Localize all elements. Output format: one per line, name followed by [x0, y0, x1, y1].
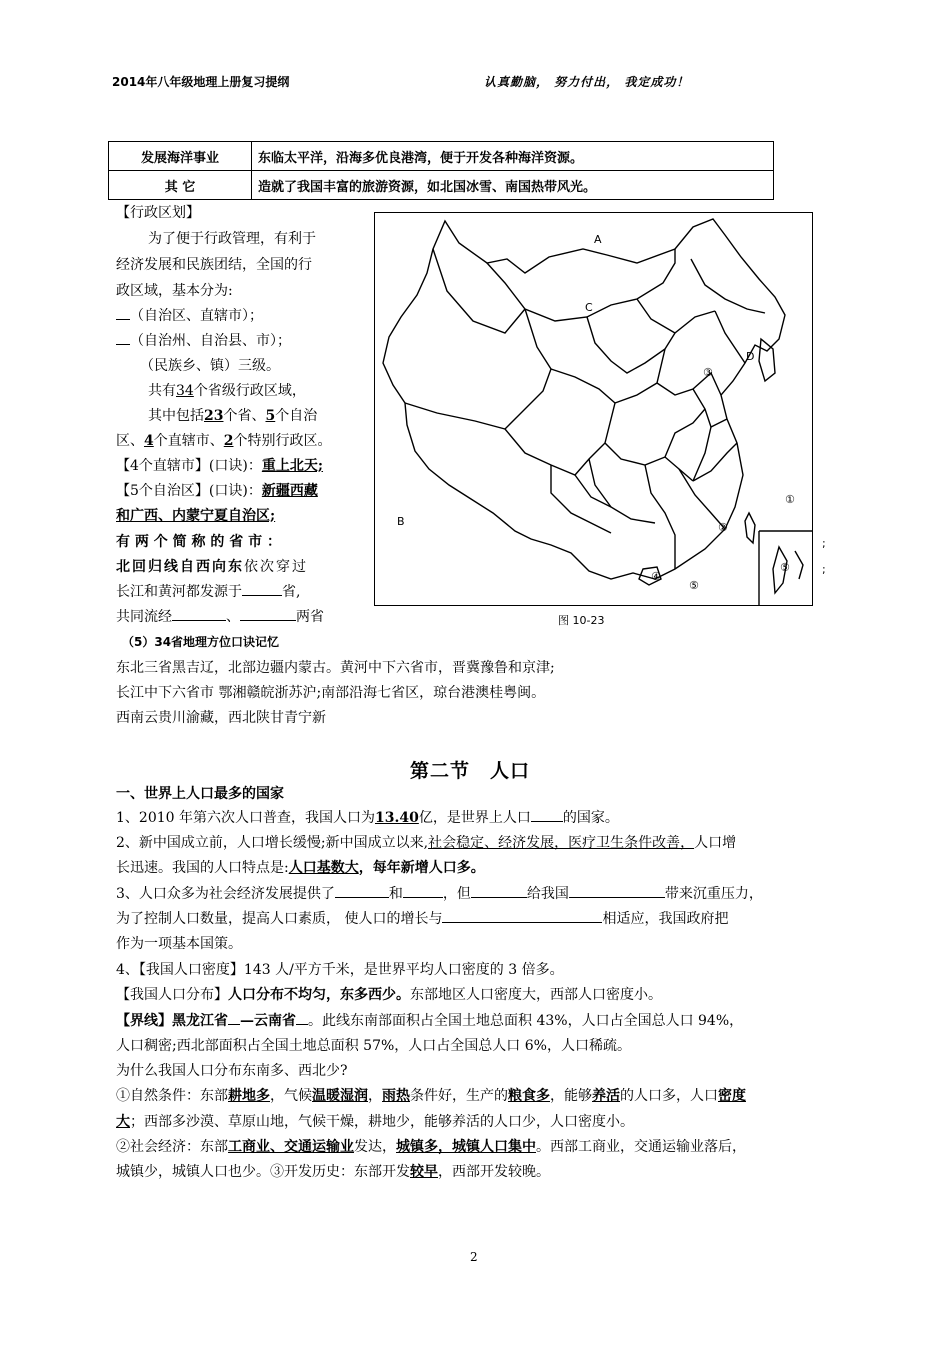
table-cell-label: 发展海洋事业	[109, 142, 252, 171]
para-natural-2: 大；西部多沙漠、草原山地，气候干燥，耕地少，能够养活的人口少，人口密度小。	[116, 1114, 634, 1130]
map-label-5: ⑤	[689, 579, 699, 592]
admin-level-3: （民族乡、镇）三级。	[140, 358, 280, 374]
map-label-d: D	[746, 350, 755, 363]
map-label-2: ②	[718, 521, 728, 534]
table-cell-text: 造就了我国丰富的旅游资源，如北国冰雪、南国热带风光。	[252, 171, 774, 200]
mnemonic-heading: （5）34省地理方位口诀记忆	[122, 635, 280, 649]
region-mnemonic-2: 和广西、内蒙宁夏自治区;	[116, 508, 276, 524]
map-label-a: A	[594, 233, 602, 246]
para-growth-2: 长迅速。我国的人口特点是:人口基数大，每年新增人口多。	[116, 860, 485, 876]
doc-header-title: 2014年八年级地理上册复习提纲	[112, 75, 290, 89]
map-label-c: C	[585, 301, 593, 314]
map-side-mark: ;	[822, 563, 826, 576]
municipality-mnemonic: 【4个直辖市】(口诀)：重上北天;	[116, 458, 324, 474]
section-heading: 一、世界上人口最多的国家	[116, 786, 284, 802]
admin-count-line: 共有34个省级行政区域，	[148, 383, 306, 399]
para-pressure: 3、人口众多为社会经济发展提供了 和 ，但 给我国 带来沉重压力，	[116, 882, 763, 907]
admin-text: 为了便于行政管理，有利于	[148, 231, 316, 247]
map-label-3: ③	[703, 366, 713, 379]
para-pressure-3: 作为一项基本国策。	[116, 936, 242, 952]
para-social: ②社会经济：东部工商业、交通运输业发达，城镇多，城镇人口集中。西部工商业，交通运输业落后，	[116, 1139, 746, 1155]
admin-text: 政区域，基本分为:	[116, 283, 233, 299]
page-number: 2	[470, 1250, 478, 1264]
section-title: 第二节 人口	[410, 760, 531, 782]
map-caption: 图 10-23	[558, 614, 605, 627]
para-census: 1、2010 年第六次人口普查，我国人口为13.40亿，是世界上人口 的国家。	[116, 806, 619, 831]
river-question: 长江和黄河都发源于 省,	[116, 580, 300, 605]
para-boundary-2: 人口稠密;西北部面积占全国土地总面积 57%，人口占全国总人口 6%，人口稀疏。	[116, 1038, 631, 1054]
table-row	[109, 142, 774, 171]
map-label-b: B	[397, 515, 405, 528]
mnemonic-line: 东北三省黑吉辽，北部边疆内蒙古。黄河中下六省市，晋冀豫鲁和京津;	[116, 660, 555, 676]
para-pressure-2: 为了控制人口数量，提高人口素质， 使人口的增长与 相适应，我国政府把	[116, 907, 728, 932]
para-boundary: 【界线】黑龙江省 —云南省 。此线东南部面积占全国土地总面积 43%，人口占全国总人口 94%，	[116, 1009, 743, 1034]
mnemonic-line: 长江中下六省市 鄂湘赣皖浙苏沪;南部沿海七省区，琼台港澳桂粤闽。	[116, 685, 546, 701]
para-question: 为什么我国人口分布东南多、西北少?	[116, 1063, 348, 1079]
admin-text: 经济发展和民族团结，全国的行	[116, 257, 312, 273]
doc-header-motto: 认真勤脑， 努力付出， 我定成功！	[484, 75, 690, 89]
map-label-1: ①	[785, 493, 795, 506]
mnemonic-line: 西南云贵川渝藏，西北陕甘青宁新	[116, 710, 326, 726]
region-mnemonic: 【5个自治区】(口诀)：新疆西藏	[116, 483, 318, 499]
river-question-2: 共同流经 、 两省	[116, 605, 324, 630]
admin-level-1: （自治区、直辖市）；	[116, 304, 263, 329]
tropic-line: 北回归线自西向东依次穿过	[116, 559, 308, 575]
china-map	[374, 212, 813, 606]
admin-level-2: （自治州、自治县、市）；	[116, 329, 291, 354]
map-label-4: ④	[651, 570, 661, 583]
map-side-mark: ;	[822, 537, 826, 550]
summary-table	[108, 141, 774, 200]
map-outline	[375, 213, 812, 605]
table-row	[109, 171, 774, 200]
para-natural: ①自然条件：东部耕地多，气候温暖湿润，雨热条件好，生产的粮食多，能够养活的人口多，人口密度	[116, 1088, 746, 1104]
table-cell-text: 东临太平洋，沿海多优良港湾，便于开发各种海洋资源。	[252, 142, 774, 171]
table-cell-label: 其 它	[109, 171, 252, 200]
admin-count-line: 其中包括23个省、5个自治	[148, 408, 318, 424]
abbrev-question: 有 两 个 简 称 的 省 市 ：	[116, 534, 281, 550]
para-growth: 2、新中国成立前，人口增长缓慢;新中国成立以来,社会稳定、经济发展，医疗卫生条件改善，人口增	[116, 835, 737, 851]
para-history: 城镇少，城镇人口也少。③开发历史：东部开发较早，西部开发较晚。	[116, 1164, 550, 1180]
para-density: 4、【我国人口密度】143 人/平方千米，是世界平均人口密度的 3 倍多。	[116, 962, 564, 978]
admin-heading: 【行政区划】	[116, 205, 200, 221]
admin-count-line: 区、4个直辖市、2个特别行政区。	[116, 433, 332, 449]
para-distribution: 【我国人口分布】人口分布不均匀，东多西少。东部地区人口密度大，西部人口密度小。	[116, 987, 662, 1003]
map-label-5-inset: ⑤	[780, 561, 790, 574]
